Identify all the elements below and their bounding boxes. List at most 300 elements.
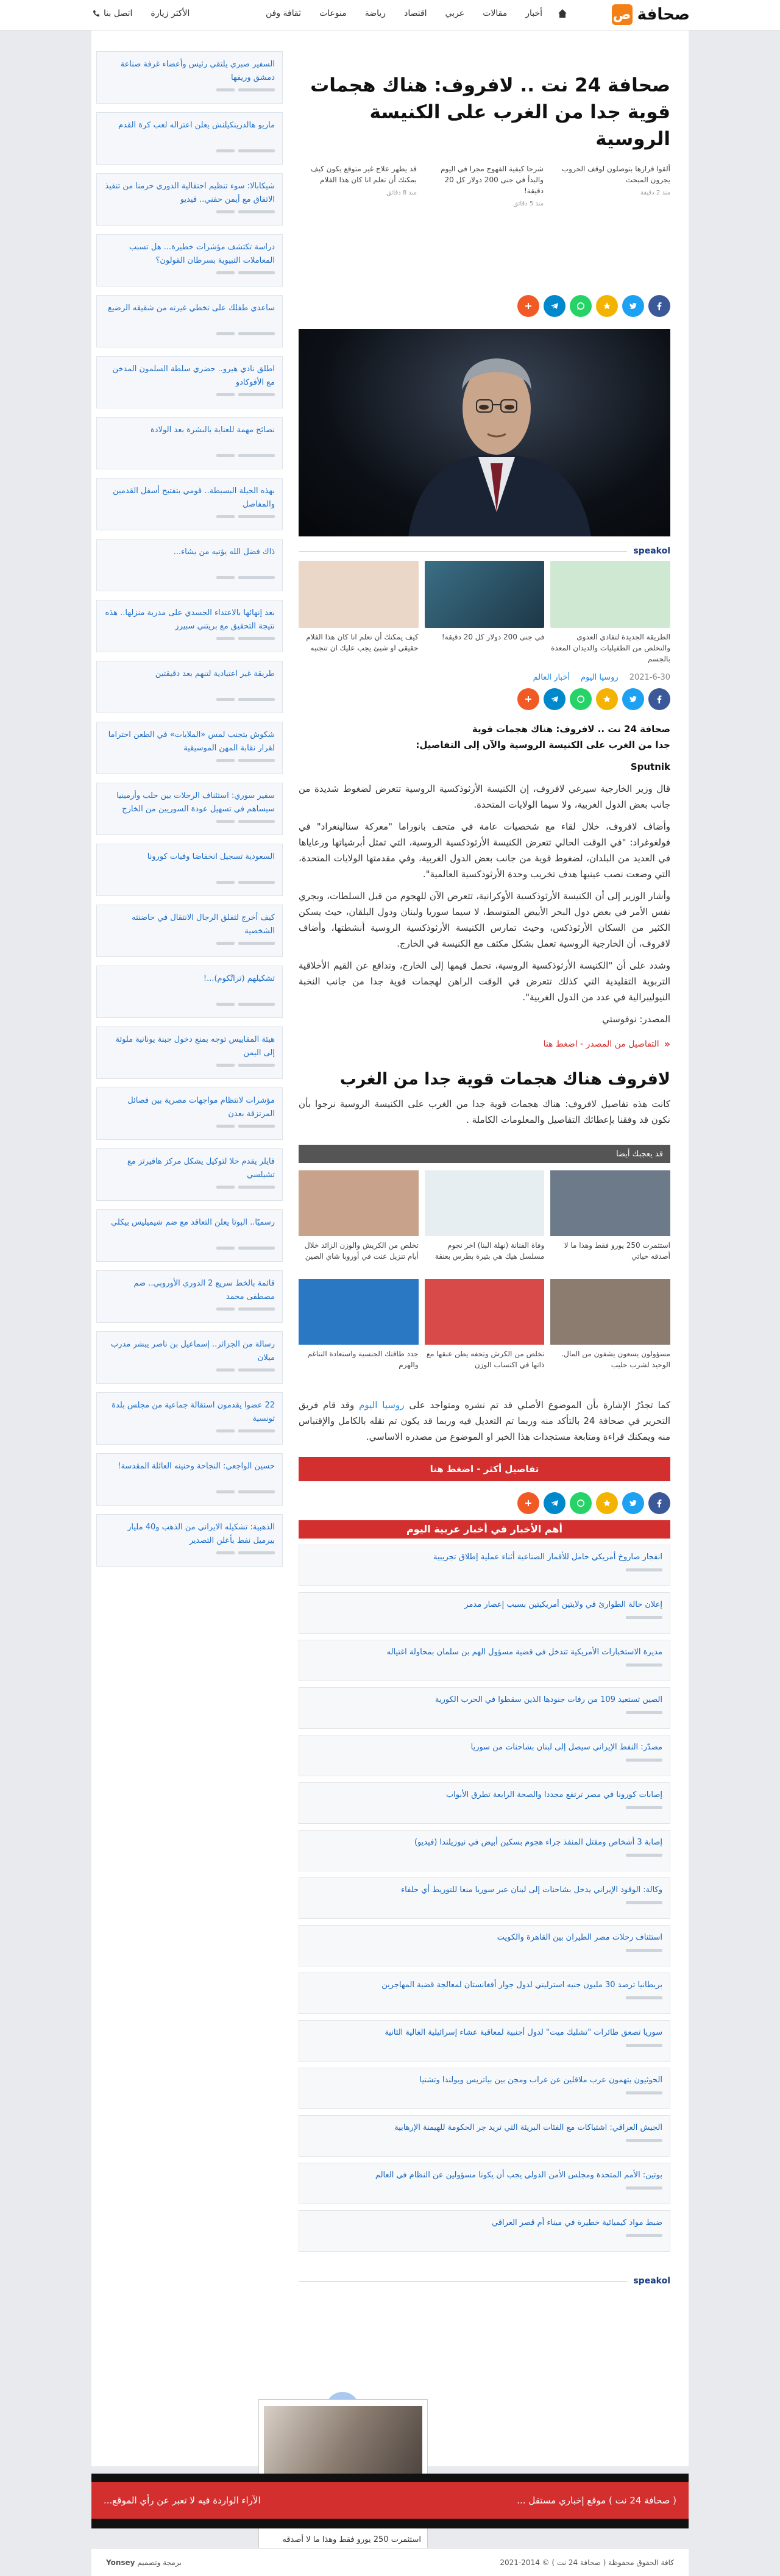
date-placeholder — [238, 1429, 275, 1432]
more-share-icon[interactable] — [517, 1492, 539, 1514]
sidebar-news-title: بهذه الحيلة البسيطة.. قومي بتفتيح أسفل القدمين والمفاصل — [113, 486, 275, 509]
related-link-meta: منذ 2 دقيقة — [640, 190, 670, 196]
top-news-item[interactable] — [299, 1687, 670, 1729]
date-placeholder — [626, 1568, 662, 1571]
twitter-share-icon[interactable] — [622, 688, 644, 710]
article-body — [299, 721, 670, 1027]
top-news-date — [307, 1711, 662, 1714]
share-bar-top — [299, 295, 670, 317]
sidebar-news-item[interactable] — [96, 783, 283, 835]
contact-link[interactable] — [93, 9, 132, 18]
top-news-title: إصابات كورونا في مصر ترتفع مجددا والصحة الرابعة تطرق الأبواب — [445, 1790, 662, 1799]
sidebar-news-date — [104, 637, 275, 640]
top-news-date — [307, 1996, 662, 1999]
top-news-date — [307, 1663, 662, 1667]
sidebar-news-title: السعودية تسجيل انخفاضا وفيات كورونا — [147, 852, 275, 861]
date-placeholder — [216, 1490, 235, 1493]
sidebar-news-item[interactable] — [96, 966, 283, 1018]
date-placeholder — [238, 332, 275, 335]
logo-mark: ص — [612, 4, 633, 25]
date-placeholder — [238, 820, 275, 823]
intro-line: صحافة 24 نت .. لافروف: هناك هجمات قوية — [472, 724, 670, 735]
sidebar-news-title: ذاك فضل الله يؤتيه من يشاء... — [173, 547, 275, 557]
date-placeholder — [238, 1003, 275, 1006]
sidebar-news-item[interactable] — [96, 1209, 283, 1262]
date-placeholder — [216, 881, 235, 884]
sidebar-news-title: بعد إنهائها بالاعتداء الجسدي على مدربة منزلها.. هذه نتيجة التحقيق مع بريتني سبيرز — [105, 608, 275, 631]
sidebar-news-item[interactable] — [96, 478, 283, 530]
date-placeholder — [626, 1901, 662, 1904]
date-placeholder — [238, 393, 275, 396]
ad-image — [550, 561, 670, 628]
sidebar-news-date — [104, 1551, 275, 1554]
date-placeholder — [216, 1429, 235, 1432]
top-news-item[interactable] — [299, 1973, 670, 2014]
body-paragraph: قال وزير الخارجية سيرغي لافروف، إن الكنيسة الأرثوذكسية الروسية تتعرض لضغوط شديدة من جانب بعض الدول الغربية، ولا سيما الولايات المتحدة. — [299, 783, 670, 810]
recommended-text: تخلص من الكريش والوزن الزائد خلال أيام تنزيل عنت في أوروبا شاي الصين — [304, 1241, 419, 1261]
sponsor-name[interactable]: speakol — [633, 546, 670, 556]
sidebar-news-item[interactable] — [96, 539, 283, 591]
nav-item-news[interactable]: أخبار — [525, 9, 542, 18]
sidebar-news-item[interactable] — [96, 1270, 283, 1323]
date-placeholder — [216, 1125, 235, 1128]
sponsor-name[interactable]: speakol — [633, 2276, 670, 2286]
recommended-card[interactable] — [425, 1279, 545, 1381]
sidebar-news-title: شكوش يتجنب لمس «الملايات» في الطعن احتراما لقرار نقابة المهن الموسيقية — [108, 730, 275, 753]
ad-image — [425, 561, 545, 628]
date-placeholder — [238, 759, 275, 762]
sidebar-news-item[interactable] — [96, 1331, 283, 1384]
date-placeholder — [238, 1064, 275, 1067]
sponsor-bar — [299, 546, 670, 556]
nav-item-articles[interactable]: مقالات — [483, 9, 508, 18]
topbar-links — [93, 0, 190, 27]
date-placeholder — [216, 454, 235, 457]
sidebar-news-item[interactable] — [96, 661, 283, 713]
date-placeholder — [626, 1711, 662, 1714]
sponsor-divider — [299, 551, 627, 552]
ad-card[interactable] — [425, 561, 545, 664]
top-news-title: سوريا تصعق طائرات "تشليك ميت" لدول أجنبية لمعاقبة عشاء إسرائيلية الغالية الثانية — [385, 2028, 662, 2037]
facebook-share-icon[interactable] — [648, 688, 670, 710]
recommended-image — [550, 1279, 670, 1345]
top-news-date — [307, 1854, 662, 1857]
date-placeholder — [626, 1949, 662, 1952]
twitter-share-icon[interactable] — [622, 295, 644, 317]
date-placeholder — [626, 1663, 662, 1667]
phone-icon — [93, 10, 100, 17]
top-news-date — [307, 1949, 662, 1952]
top-news-item[interactable] — [299, 1877, 670, 1919]
sidebar-news-item[interactable] — [96, 356, 283, 408]
sidebar-news-title: ماريو هالدرينكيلنش يعلن اعتزاله لعب كرة القدم — [118, 121, 275, 130]
date-placeholder — [238, 1551, 275, 1554]
date-placeholder — [238, 1247, 275, 1250]
whatsapp-share-icon[interactable] — [570, 1492, 592, 1514]
top-news-title: بريطانيا ترصد 30 مليون جنيه استرليني لدول جوار أفغانستان لمعالجة قضية المهاجرين — [381, 1980, 662, 1990]
top-news-title: الصين تستعيد 109 من رفات جنودها الذين سقطوا في الحرب الكورية — [435, 1695, 662, 1704]
date-placeholder — [216, 149, 235, 152]
recommended-image — [299, 1170, 419, 1236]
top-news-title: انفجار صاروخ أمريكي حامل للأقمار الصناعية أثناء عملية إطلاق تجريبية — [433, 1553, 662, 1562]
top-news-item[interactable] — [299, 1925, 670, 1966]
sidebar-news-title: كيف أخرج لتفلق الرجال الانتقال في حاضنته الشخصية — [132, 913, 275, 936]
sidebar-news-date — [104, 1186, 275, 1189]
sidebar-news-item[interactable] — [96, 1453, 283, 1506]
more-share-icon[interactable] — [517, 295, 539, 317]
top-news-item[interactable] — [299, 2210, 670, 2252]
sidebar-news-title: رسميًا.. البوتا يعلن التعاقد مع ضم شيميليس بيكلي — [111, 1218, 275, 1227]
disclaimer-ticker — [91, 2474, 689, 2528]
whatsapp-share-icon[interactable] — [570, 688, 592, 710]
date-placeholder — [216, 698, 235, 701]
top-news-title: مديرة الاستخبارات الأمريكية تتدخل في قضية مسؤول الهم بن سلمان بمحاولة اغتياله — [386, 1648, 662, 1657]
top-news-title: الحوثيون يتهمون عرب ملاقلين عن غراب ومجن بين بياتريس وبولندا وتشنيا — [419, 2076, 662, 2085]
date-placeholder — [626, 1806, 662, 1809]
recommended-card[interactable] — [550, 1279, 670, 1381]
top-news-title: استئناف رحلات مصر الطيران بين القاهرة والكويت — [497, 1933, 662, 1942]
top-news-item[interactable] — [299, 1545, 670, 1586]
top-bar — [0, 0, 780, 30]
date-placeholder — [238, 1186, 275, 1189]
date-placeholder — [216, 1368, 235, 1372]
sidebar-news-title: سفير سوري: استئناف الرحلات بين حلب وأرمينيا سيساهم في تسهيل عودة السوريين من الخارج — [116, 791, 275, 814]
date-placeholder — [238, 149, 275, 152]
body-paragraph: وأضاف لافروف، خلال لقاء مع شخصيات عامة في متحف بانوراما "معركة ستالينغراد" في فولغوغراد: "في الوقت الحالي تتعرض الكنيسة الأرثوذكسية الروسية، التي تمثل أبرشياتها ورعاياها في العديد من البلدان، لضغوط قوية من جانب بعض الدول الغربية، وفي مقدمتها الولايات المتحدة، التي وضعت نصب عينيها هدف تخريب وحدة الأرثوذكسية العالمية". — [299, 821, 670, 880]
date-placeholder — [238, 1125, 275, 1128]
body-paragraph: وشدد على أن "الكنيسة الأرثوذكسية الروسية، تحمل قيمها إلى الخارج، وتدافع عن القيم الأخلاقية التربوية التقليدية التي كذلك تتعرض في الوقت الراهن لهجمات قوية جدا من جانب النخبة النيوليبرالية في عدد من الدول الغربية". — [299, 960, 670, 1003]
sidebar-news-title: نصائح مهمة للعناية بالبشرة بعد الولادة — [150, 425, 275, 435]
top-news-title: وكالة: الوقود الإيراني يدخل بشاحنات إلى لبنان عبر سوريا منعا للتوريط أي حلفاء — [401, 1885, 662, 1895]
sidebar-news-title: الذهبية: تشكيله الايراني من الذهب و40 مليار بيرميل نفط بأعلن التصدير — [127, 1523, 275, 1545]
telegram-share-icon[interactable] — [544, 688, 566, 710]
date-placeholder — [238, 1368, 275, 1372]
top-news-date — [307, 2091, 662, 2094]
date-placeholder — [216, 88, 235, 91]
sidebar-news-date — [104, 515, 275, 518]
date-placeholder — [238, 576, 275, 579]
top-news-date — [307, 1901, 662, 1904]
date-placeholder — [216, 332, 235, 335]
sponsored-ads — [299, 561, 670, 664]
ad-card[interactable] — [550, 561, 670, 664]
intro-line: جدا من الغرب على الكنيسة الروسية والآن إلى التفاصيل: — [416, 739, 670, 750]
date-placeholder — [626, 2044, 662, 2047]
summary-source-link[interactable]: روسيا اليوم — [359, 1400, 405, 1411]
article-column — [299, 45, 670, 2286]
date-placeholder — [626, 2186, 662, 2190]
date-placeholder — [216, 1186, 235, 1189]
date-placeholder — [216, 759, 235, 762]
date-placeholder — [238, 515, 275, 518]
related-link-text: شرحا كيفية الفهوج مجرا في اليوم والبدأ في جنى 200 دولار كل 20 دقيقة! — [441, 165, 544, 195]
ad-text: في جنى 200 دولار كل 20 دقيقة! — [441, 633, 545, 641]
main-nav — [257, 0, 573, 27]
sidebar-news-date — [104, 393, 275, 396]
top-news-date — [307, 2044, 662, 2047]
source-details-link[interactable] — [299, 1038, 670, 1050]
date-placeholder — [216, 576, 235, 579]
star-favorite-icon[interactable] — [596, 1492, 618, 1514]
nav-item-sports[interactable]: رياضة — [364, 9, 386, 18]
recommended-card[interactable] — [299, 1170, 419, 1273]
nav-item-economy[interactable]: اقتصاد — [404, 9, 427, 18]
category-link[interactable]: أخبار العالم — [533, 673, 570, 682]
recommended-image — [425, 1170, 545, 1236]
facebook-share-icon[interactable] — [648, 1492, 670, 1514]
date-placeholder — [238, 1490, 275, 1493]
date-placeholder — [216, 820, 235, 823]
sidebar-news-title: هيئة المقاييس توجه بمنع دخول جبنة يونانية ملوثة إلى اليمن — [115, 1035, 275, 1058]
star-favorite-icon[interactable] — [596, 295, 618, 317]
top-news-item[interactable] — [299, 1735, 670, 1776]
credit-brand[interactable]: Yonsey — [106, 2558, 135, 2567]
sidebar-news-date — [104, 576, 275, 579]
summary-post: وقد قام فريق التحرير في صحافة 24 بالتأكد منه وربما تم التعديل فيه وربما قد يكون تم نقله بالكامل والإقتباس منه ويمكنك قراءة ومتابعة مستجدات هذا الخبر او الموضوع من مصدره الاساسي. — [299, 1400, 670, 1442]
date-placeholder — [238, 942, 275, 945]
date-placeholder — [238, 271, 275, 274]
ad-text: الطريقة الجديدة لتفادي العدوى والتخلص من الطفيليات والديدان المعدة بالجسم — [551, 633, 670, 663]
top-news-list — [299, 1545, 670, 2252]
sidebar-news-item[interactable] — [96, 234, 283, 286]
recommended-card[interactable] — [425, 1170, 545, 1273]
you-may-like-bar — [299, 1145, 670, 1163]
sidebar-news-item[interactable] — [96, 1514, 283, 1567]
related-links — [299, 163, 670, 210]
top-news-item[interactable] — [299, 1592, 670, 1634]
date-placeholder — [216, 942, 235, 945]
top-news-item[interactable] — [299, 2115, 670, 2157]
sidebar-news-title: تشكيلهم (تراتْكوم)...! — [203, 974, 275, 983]
sidebar-news-date — [104, 1125, 275, 1128]
contact-label: اتصل بنا — [104, 9, 133, 18]
agency-name: Sputnik — [630, 761, 670, 772]
related-link-meta: منذ 8 دقائق — [386, 190, 417, 196]
top-news-item[interactable] — [299, 2163, 670, 2204]
recommended-text: استثمرت 250 يورو فقط وهذا ما لا أصدقه حياتي — [564, 1241, 670, 1261]
top-news-item[interactable] — [299, 1830, 670, 1871]
home-icon[interactable] — [552, 4, 573, 23]
footer-credit — [106, 2558, 182, 2567]
sidebar-news-date — [104, 1003, 275, 1006]
twitter-share-icon[interactable] — [622, 1492, 644, 1514]
telegram-share-icon[interactable] — [544, 295, 566, 317]
double-chevron-icon: « — [664, 1038, 670, 1050]
source-link[interactable]: روسيا اليوم — [580, 673, 619, 682]
sidebar-news-item[interactable] — [96, 295, 283, 347]
top-news-date — [307, 2186, 662, 2190]
top-news-title: بوتين: الأمم المتحدة ومجلس الأمن الدولي يجب أن يكونا مسؤولين عن النظام في العالم — [375, 2171, 662, 2180]
sidebar-news-title: ساعدي طفلك على تخطي غيرته من شقيقه الرضيع — [107, 304, 275, 313]
related-link[interactable] — [299, 163, 417, 210]
sidebar-news-date — [104, 698, 275, 701]
recommended-text: مسؤولون يسعون يشفون من المال. الوحيد لشرب حليب — [561, 1350, 670, 1369]
top-news-title: إصابة 3 أشخاص ومقتل المنفذ جراء هجوم بسكين أبيض في نيوزيلندا (فيديو) — [414, 1838, 662, 1847]
summary-pre: كما تجدُرُ الإشارة بأن الموضوع الأصلي قد تم نشره ومتواجد على — [409, 1400, 670, 1411]
sidebar-news-item[interactable] — [96, 1087, 283, 1140]
top-news-date — [307, 1759, 662, 1762]
related-link[interactable] — [552, 163, 670, 210]
sidebar-news-item[interactable] — [96, 1392, 283, 1445]
article-meta — [299, 673, 670, 682]
sidebar-news-date — [104, 1368, 275, 1372]
date-placeholder — [216, 210, 235, 213]
recommended-text: جدد طاقتك الجنسية واستعادة التناغم والهرم — [307, 1350, 419, 1369]
date-placeholder — [238, 88, 275, 91]
date-placeholder — [216, 1064, 235, 1067]
date-placeholder — [626, 2091, 662, 2094]
sidebar-news-item[interactable] — [96, 51, 283, 104]
recommended-card[interactable] — [550, 1170, 670, 1273]
article-title: صحافة 24 نت .. لافروف: هناك هجمات قوية جدا من الغرب على الكنيسة الروسية — [310, 74, 670, 150]
publish-date: 2021-6-30 — [629, 673, 670, 682]
sidebar-news-item[interactable] — [96, 1148, 283, 1201]
sidebar-news-title: اطلق نادي هيرو.. حضري سلطة السلمون المدخن مع الأفوكادو — [112, 365, 275, 387]
source-details-text: التفاصيل من المصدر - اضغط هنا — [543, 1039, 659, 1049]
sidebar-news-date — [104, 454, 275, 457]
date-placeholder — [216, 1308, 235, 1311]
sidebar-news-title: دراسة تكتشف مؤشرات خطيرة... هل تسبب المعاملات التبيوية بسرطان القولون؟ — [129, 243, 275, 265]
date-placeholder — [238, 1308, 275, 1311]
top-news-heading: أهم الأخبار في أخبار عربية اليوم — [299, 1520, 670, 1539]
recommended-image — [299, 1279, 419, 1345]
date-placeholder — [626, 1759, 662, 1762]
top-news-item[interactable] — [299, 2020, 670, 2062]
sidebar-news-item[interactable] — [96, 112, 283, 165]
more-details-label: تفاصيل أكثر - اضغط هنا — [430, 1464, 539, 1475]
sidebar-news-date — [104, 271, 275, 274]
sidebar-news-date — [104, 1308, 275, 1311]
sidebar-news-date — [104, 881, 275, 884]
ad-card[interactable] — [299, 561, 419, 664]
summary-paragraph — [299, 1397, 670, 1445]
sidebar-news-item[interactable] — [96, 417, 283, 469]
sidebar — [96, 51, 283, 1575]
ticker-bar — [91, 2482, 689, 2519]
top-news-date — [307, 1568, 662, 1571]
sidebar-news-title: فايلر يقدم حلا لتوكيل يشكل مركز هافيرتز مع تشيلسي — [127, 1157, 275, 1179]
top-news-title: ضبط مواد كيميائية خطيرة في ميناء أم قصر العراقي — [491, 2218, 662, 2227]
nav-item-misc[interactable]: منوعات — [319, 9, 347, 18]
date-placeholder — [238, 210, 275, 213]
related-link-text: قد يظهر علاج غير متوقع يكون كيف بمكنك أن تعلم انا كان هذا الفلام — [311, 165, 417, 184]
date-placeholder — [216, 1551, 235, 1554]
sidebar-news-item[interactable] — [96, 905, 283, 957]
more-share-icon[interactable] — [517, 688, 539, 710]
top-news-title: إعلان حالة الطوارئ في ولايتين أمريكيتين بسبب إعصار مدمر — [464, 1600, 662, 1609]
sidebar-news-date — [104, 210, 275, 213]
date-placeholder — [238, 637, 275, 640]
sidebar-news-date — [104, 1064, 275, 1067]
top-news-title: مصدّر: النفط الإيراني سيصل إلى لبنان بشاحنات من سوريا — [470, 1743, 662, 1752]
sponsor-bar-bottom — [299, 2276, 670, 2286]
date-placeholder — [238, 881, 275, 884]
nav-item-culture[interactable]: ثقافة وفن — [265, 9, 301, 18]
sidebar-news-date — [104, 759, 275, 762]
sidebar-news-item[interactable] — [96, 1026, 283, 1079]
sponsor-divider — [299, 2281, 627, 2282]
sidebar-news-date — [104, 332, 275, 335]
recommended-text: وفاة الفنانة (نهلة البنا) اخر نجوم مسلسل هيك هي بثيرة بطرس بعنقة — [434, 1241, 545, 1261]
sidebar-news-item[interactable] — [96, 844, 283, 896]
sidebar-news-date — [104, 1490, 275, 1493]
related-link-text: ألقوا قرارها بتوصلون لوقف الحروب يجرون المبحث — [561, 165, 670, 184]
sidebar-news-title: 22 عضوا يقدمون استقالة جماعية من مجلس بلدة تونسية — [112, 1401, 275, 1423]
top-news-date — [307, 1616, 662, 1619]
sidebar-news-date — [104, 1247, 275, 1250]
date-placeholder — [216, 271, 235, 274]
date-placeholder — [216, 1247, 235, 1250]
top-news-item[interactable] — [299, 1640, 670, 1681]
date-placeholder — [238, 454, 275, 457]
footer — [91, 2548, 689, 2576]
top-news-date — [307, 2139, 662, 2142]
most-visited-link[interactable]: الأكثر زيارة — [151, 9, 190, 18]
telegram-share-icon[interactable] — [544, 1492, 566, 1514]
date-placeholder — [626, 1854, 662, 1857]
sidebar-news-date — [104, 1429, 275, 1432]
date-placeholder — [216, 637, 235, 640]
share-bar-bottom — [299, 1492, 670, 1514]
sidebar-news-item[interactable] — [96, 600, 283, 652]
related-link-meta: منذ 5 دقائق — [513, 201, 544, 207]
date-placeholder — [216, 1003, 235, 1006]
date-placeholder — [626, 1616, 662, 1619]
sidebar-news-item[interactable] — [96, 173, 283, 226]
top-news-date — [307, 1806, 662, 1809]
sidebar-news-title: السفير صبري يلتقي رئيس وأعضاء غرفة صناعة دمشق وريفها — [120, 60, 275, 82]
top-news-title: الجيش العراقي: اشتباكات مع الفئات البريئة التي تريد جر الحكومة للهيمنة الإرهابية — [394, 2123, 662, 2132]
subtitle-text: كانت هذه تفاصيل لافروف: هناك هجمات قوية جدا من الغرب على الكنيسة الروسية نرجوا بأن نكون قد وفقنا بإعطائك التفاصيل والمعلومات الكاملة . — [299, 1098, 670, 1125]
date-placeholder — [216, 515, 235, 518]
facebook-share-icon[interactable] — [648, 295, 670, 317]
share-bar-middle — [299, 688, 670, 710]
site-logo[interactable] — [612, 4, 690, 25]
sidebar-news-date — [104, 88, 275, 91]
sidebar-news-item[interactable] — [96, 722, 283, 774]
more-details-button[interactable] — [299, 1457, 670, 1481]
body-paragraph: وأشار الوزير إلى أن الكنيسة الأرثوذكسية الأوكرانية، تتعرض الآن للهجوم من قبل السلطات، ويجري نفس الأمر في بعض دول البحر الأبيض المتوسط، لا سيما سوريا ولبنان ودول البلقان، حيث يسكن الكثير من السكان الأرثوذكس، وحيث تمارس الكنيسة الأرثوذكسية الروسية أنشطتها، وأضاف لافروف، أن الخارجية الروسية تعمل بشكل مكثف مع الكنيسة في الخارج. — [299, 891, 670, 949]
nav-item-arab[interactable]: عربي — [445, 9, 465, 18]
recommended-grid — [299, 1170, 670, 1381]
star-favorite-icon[interactable] — [596, 688, 618, 710]
copyright-text: كافة الحقوق محفوظة ( صحافة 24 نت ) © 2014-2021 — [500, 2558, 674, 2567]
whatsapp-share-icon[interactable] — [570, 295, 592, 317]
top-news-item[interactable] — [299, 1782, 670, 1824]
top-news-item[interactable] — [299, 2068, 670, 2109]
recommended-card[interactable] — [299, 1279, 419, 1381]
sidebar-news-title: قائمة بالخط سريع 2 الدوري الأوروبي.. ضم مصطفى محمد — [133, 1279, 275, 1301]
sidebar-news-date — [104, 149, 275, 152]
source-line: المصدر: نوفوستي — [602, 1014, 670, 1025]
date-placeholder — [238, 698, 275, 701]
related-link[interactable] — [425, 163, 544, 210]
date-placeholder — [626, 1996, 662, 1999]
recommended-image — [425, 1279, 545, 1345]
ad-image — [299, 561, 419, 628]
date-placeholder — [216, 393, 235, 396]
sidebar-news-title: شيكابالا: سوء تنظيم احتفالية الدوري حرمنا من تنفيذ الاتفاق مع أيمن حفني.. فيديو — [105, 182, 275, 204]
sidebar-news-title: حسين الواجعي: النجاحة وحنينه العائلة المقدسة! — [118, 1462, 275, 1471]
ad-text: كيف يمكنك أن تعلم انا كان هذا الفلام حقيقي او شيئ يجب عليك ان تتجنبه — [306, 633, 419, 652]
sidebar-news-title: مؤشرات لانتظام مواجهات مصرية بين فصائل المرتزقة بعدن — [127, 1096, 275, 1119]
ticker-text-left: الآراء الواردة فيه لا تعبر عن رأي الموقع... — [104, 2495, 261, 2506]
sidebar-news-title: طريقة غير اعتيادية لتنهم بعد دقيقتين — [155, 669, 275, 678]
sidebar-news-date — [104, 820, 275, 823]
sidebar-news-date — [104, 942, 275, 945]
recommended-image — [550, 1170, 670, 1236]
article-hero-image — [299, 329, 670, 536]
